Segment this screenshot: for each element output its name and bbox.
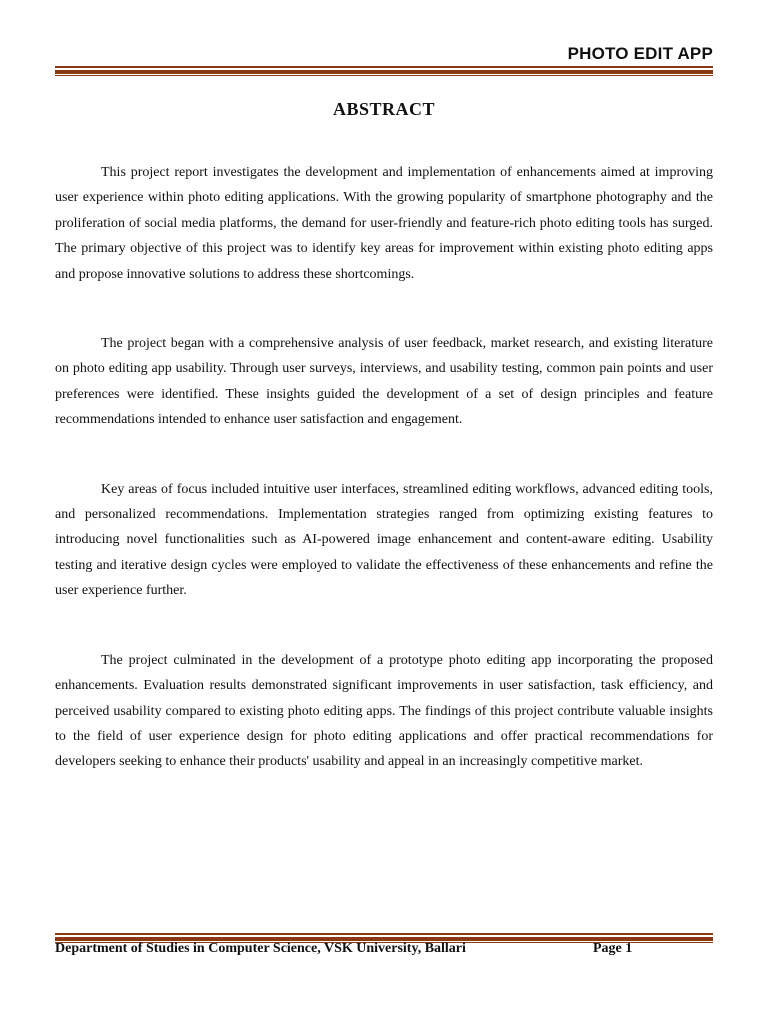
paragraph-2: The project began with a comprehensive analysis of user feedback, market research, and existing literature on photo editing app usability. Through user surveys, interviews, and usability testing, common pain points and user preferences were identified. These insights guided the development of a set of design principles and feature recommendations intended to enhance user satisfaction and engagement. [55, 336, 713, 428]
abstract-heading: ABSTRACT [332, 99, 436, 119]
paragraph-1: This project report investigates the development and implementation of enhancements aimed at improving user experience within photo editing applications. With the growing popularity of smartphone photography and the proliferation of social media platforms, the demand for user-friendly and feature-rich photo editing tools has surged. The primary objective of this project was to identify key areas for improvement within existing photo editing apps and propose innovative solutions to address these shortcomings. [55, 165, 713, 282]
abstract-body [55, 160, 713, 775]
page-number: Page 1 [593, 941, 633, 956]
header-title: PHOTO EDIT APP [567, 44, 713, 63]
footer-department: Department of Studies in Computer Science, VSK University, Ballari [55, 941, 466, 956]
paragraph-3: Key areas of focus included intuitive user interfaces, streamlined editing workflows, advanced editing tools, and personalized recommendations. Implementation strategies ranged from optimizing existing features to introducing novel functionalities such as AI-powered image enhancement and content-aware editing. Usability testing and iterative design cycles were employed to validate the effectiveness of these enhancements and refine the user experience further. [55, 481, 713, 599]
header-divider [55, 66, 713, 76]
paragraph-4: The project culminated in the development of a prototype photo editing app incorporating the proposed enhancements. Evaluation results demonstrated significant improvements in user satisfaction, task efficiency, and perceived usability compared to existing photo editing apps. The findings of this project contribute valuable insights to the field of user experience design for photo editing applications and offer practical recommendations for developers seeking to enhance their products' usability and appeal in an increasingly competitive market. [55, 652, 713, 770]
